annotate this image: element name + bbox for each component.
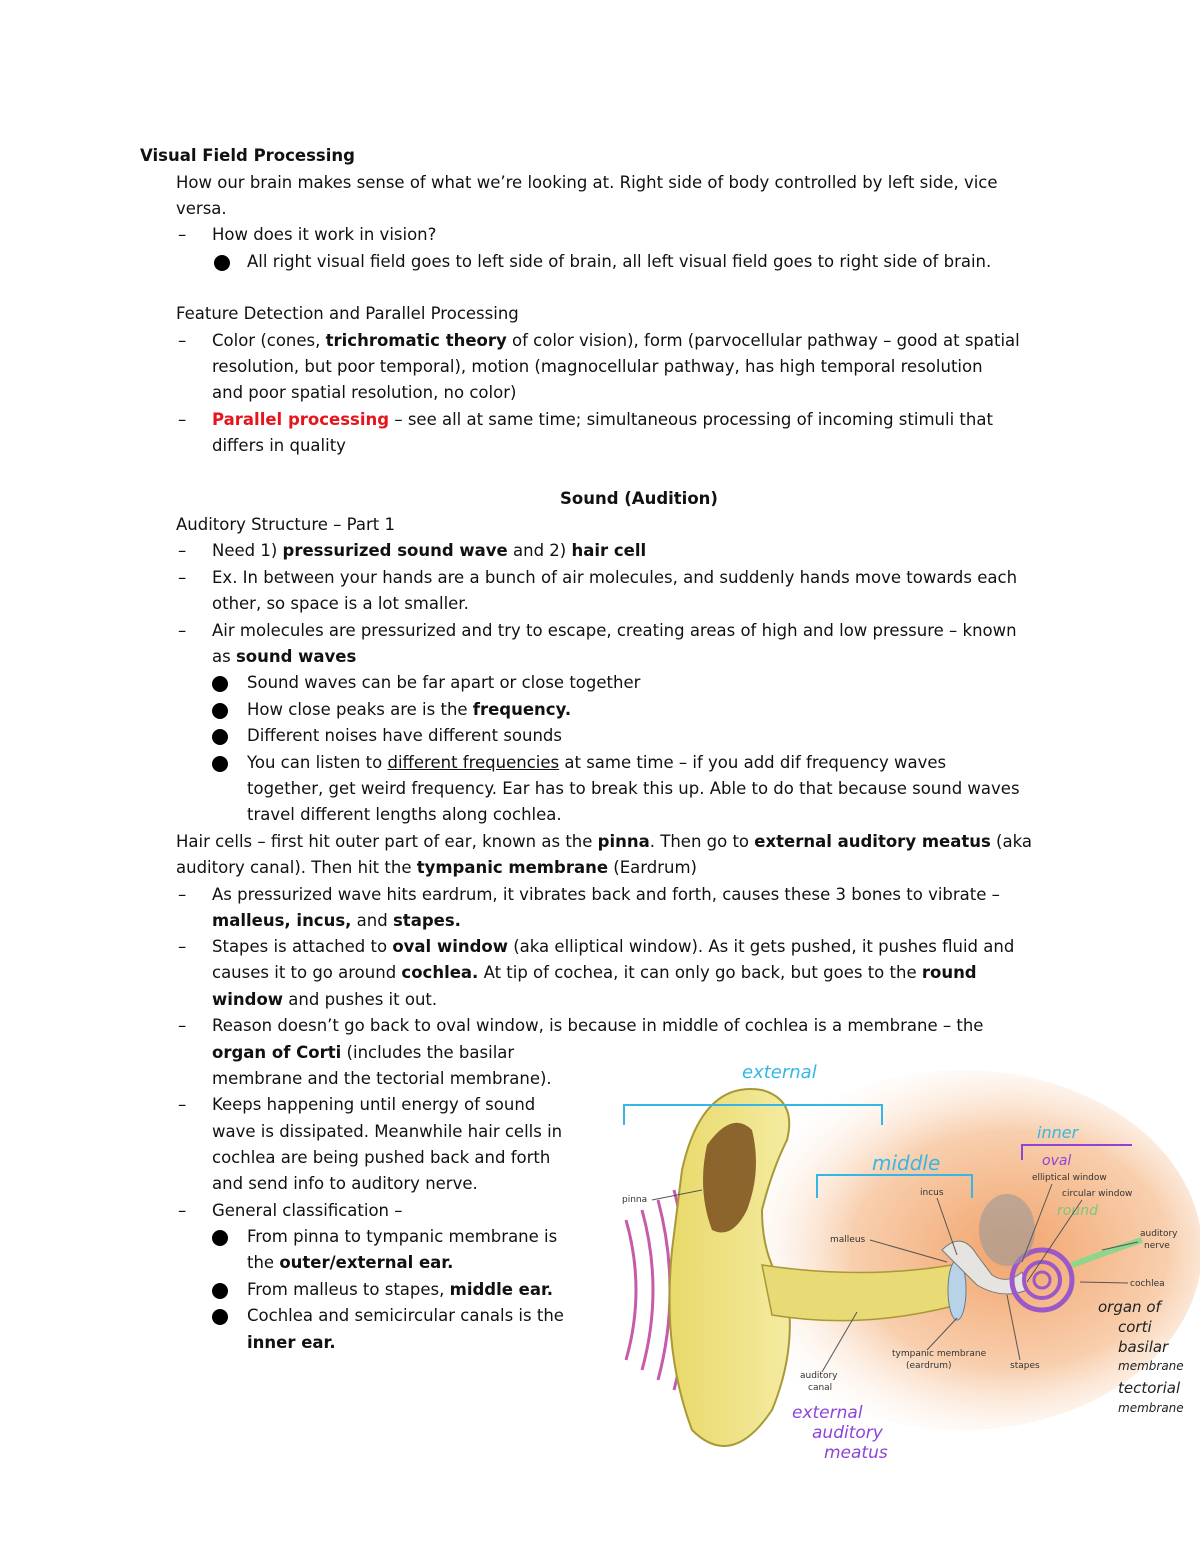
hw-tectorial-label-2: membrane xyxy=(1118,1401,1184,1415)
section-title-sound: Sound (Audition) xyxy=(560,489,718,508)
list-item: Stapes is attached to oval window (aka elliptical window). As it gets pushed, it pushes fluid and xyxy=(212,937,1015,956)
list-item-continued: membrane and the tectorial membrane). xyxy=(212,1069,552,1088)
list-item: From pinna to tympanic membrane is xyxy=(247,1227,558,1246)
list-item-continued: together, get weird frequency. Ear has to break this up. Able to do that because sound waves xyxy=(247,779,1020,798)
paragraph-line: Hair cells – first hit outer part of ear, known as the pinna. Then go to external auditory meatus (aka xyxy=(176,832,1032,851)
list-item-continued: inner ear. xyxy=(247,1333,336,1352)
dash-marker: – xyxy=(178,937,187,956)
dash-marker: – xyxy=(178,1201,187,1220)
dash-marker: – xyxy=(178,621,187,640)
paragraph-line: How our brain makes sense of what we’re looking at. Right side of body controlled by left side, vice xyxy=(176,173,998,192)
bullet-dot xyxy=(212,1230,228,1246)
label-tympanic-1: tympanic membrane xyxy=(892,1349,987,1359)
dash-marker: – xyxy=(178,1016,187,1035)
list-item: Different noises have different sounds xyxy=(247,726,563,745)
hw-inner-label: inner xyxy=(1037,1123,1079,1142)
list-item-continued: the outer/external ear. xyxy=(247,1253,454,1272)
list-item: As pressurized wave hits eardrum, it vibrates back and forth, causes these 3 bones to vibrate – xyxy=(212,885,1000,904)
dash-marker: – xyxy=(178,568,187,587)
paragraph-line: auditory canal). Then hit the tympanic membrane (Eardrum) xyxy=(176,858,697,877)
hw-round-label: round xyxy=(1057,1203,1098,1219)
label-tympanic-2: (eardrum) xyxy=(906,1361,952,1371)
hw-basilar-label-1: basilar xyxy=(1118,1338,1169,1356)
ear-anatomy-diagram xyxy=(612,1050,1200,1470)
hw-oval-label: oval xyxy=(1042,1153,1072,1169)
label-elliptical-window: elliptical window xyxy=(1032,1173,1107,1183)
list-item-continued: and poor spatial resolution, no color) xyxy=(212,383,517,402)
list-item: Keeps happening until energy of sound xyxy=(212,1095,536,1114)
bullet-dot xyxy=(212,729,228,745)
list-item: How does it work in vision? xyxy=(212,225,437,244)
dash-marker: – xyxy=(178,885,187,904)
list-item: From malleus to stapes, middle ear. xyxy=(247,1280,554,1299)
dash-marker: – xyxy=(178,1095,187,1114)
list-item: Cochlea and semicircular canals is the xyxy=(247,1306,564,1325)
dash-marker: – xyxy=(178,541,187,560)
bullet-dot xyxy=(212,756,228,772)
bullet-dot xyxy=(212,676,228,692)
subheading: Auditory Structure – Part 1 xyxy=(176,515,395,534)
list-item: All right visual field goes to left side of brain, all left visual field goes to right side of brain. xyxy=(247,252,992,271)
list-item: Parallel processing – see all at same time; simultaneous processing of incoming stimuli that xyxy=(212,410,993,429)
hw-eam-label-3: meatus xyxy=(824,1443,888,1463)
list-item-continued: causes it to go around cochlea. At tip of cochea, it can only go back, but goes to the round xyxy=(212,963,977,982)
label-auditory-canal-2: canal xyxy=(808,1383,833,1393)
hw-eam-label-1: external xyxy=(792,1403,863,1423)
label-auditory-canal-1: auditory xyxy=(800,1371,838,1381)
dash-marker: – xyxy=(178,410,187,429)
dash-marker: – xyxy=(178,331,187,350)
label-pinna: pinna xyxy=(622,1195,648,1205)
hw-organ-label-1: organ of xyxy=(1098,1298,1161,1316)
list-item: Air molecules are pressurized and try to escape, creating areas of high and low pressure – known xyxy=(212,621,1017,640)
semicircular-canals-shape xyxy=(979,1194,1035,1266)
list-item-continued: cochlea are being pushed back and forth xyxy=(212,1148,551,1167)
list-item: Color (cones, trichromatic theory of color vision), form (parvocellular pathway – good at spatial xyxy=(212,331,1020,350)
label-incus: incus xyxy=(920,1188,944,1198)
list-item: Reason doesn’t go back to oval window, is because in middle of cochlea is a membrane – the xyxy=(212,1016,984,1035)
list-item-continued: travel different lengths along cochlea. xyxy=(247,805,562,824)
list-item: You can listen to different frequencies at same time – if you add dif frequency waves xyxy=(247,753,947,772)
label-stapes: stapes xyxy=(1010,1361,1040,1371)
dash-marker: – xyxy=(178,225,187,244)
list-item-continued: other, so space is a lot smaller. xyxy=(212,594,469,613)
hw-organ-label-2: corti xyxy=(1118,1318,1152,1336)
auditory-canal-shape xyxy=(762,1265,957,1321)
hw-tectorial-label-1: tectorial xyxy=(1118,1379,1181,1397)
section-title-visual-field: Visual Field Processing xyxy=(140,146,355,165)
list-item: General classification – xyxy=(212,1201,403,1220)
list-item-continued: resolution, but poor temporal), motion (magnocellular pathway, has high temporal resolution xyxy=(212,357,983,376)
list-item: Need 1) pressurized sound wave and 2) hair cell xyxy=(212,541,647,560)
label-malleus: malleus xyxy=(830,1235,866,1245)
list-item-continued: window and pushes it out. xyxy=(212,990,438,1009)
paragraph-line: versa. xyxy=(176,199,227,218)
bullet-dot xyxy=(212,1283,228,1299)
list-item: How close peaks are is the frequency. xyxy=(247,700,572,719)
section-heading-feature-detection: Feature Detection and Parallel Processing xyxy=(176,304,519,323)
hw-middle-label: middle xyxy=(872,1151,941,1175)
list-item-continued: organ of Corti (includes the basilar xyxy=(212,1043,515,1062)
hw-eam-label-2: auditory xyxy=(812,1423,883,1443)
hw-external-label: external xyxy=(742,1062,817,1083)
label-auditory-nerve-1: auditory xyxy=(1140,1229,1178,1239)
list-item-continued: wave is dissipated. Meanwhile hair cells in xyxy=(212,1122,563,1141)
list-item-continued: malleus, incus, and stapes. xyxy=(212,911,461,930)
list-item-continued: as sound waves xyxy=(212,647,357,666)
label-circular-window: circular window xyxy=(1062,1189,1133,1199)
list-item: Ex. In between your hands are a bunch of air molecules, and suddenly hands move towards each xyxy=(212,568,1018,587)
label-auditory-nerve-2: nerve xyxy=(1144,1241,1170,1251)
bullet-dot xyxy=(212,1309,228,1325)
hw-basilar-label-2: membrane xyxy=(1118,1359,1184,1373)
list-item-continued: differs in quality xyxy=(212,436,346,455)
bullet-dot xyxy=(214,255,230,271)
list-item-continued: and send info to auditory nerve. xyxy=(212,1174,478,1193)
list-item: Sound waves can be far apart or close together xyxy=(247,673,641,692)
bullet-dot xyxy=(212,703,228,719)
label-cochlea: cochlea xyxy=(1130,1279,1165,1289)
